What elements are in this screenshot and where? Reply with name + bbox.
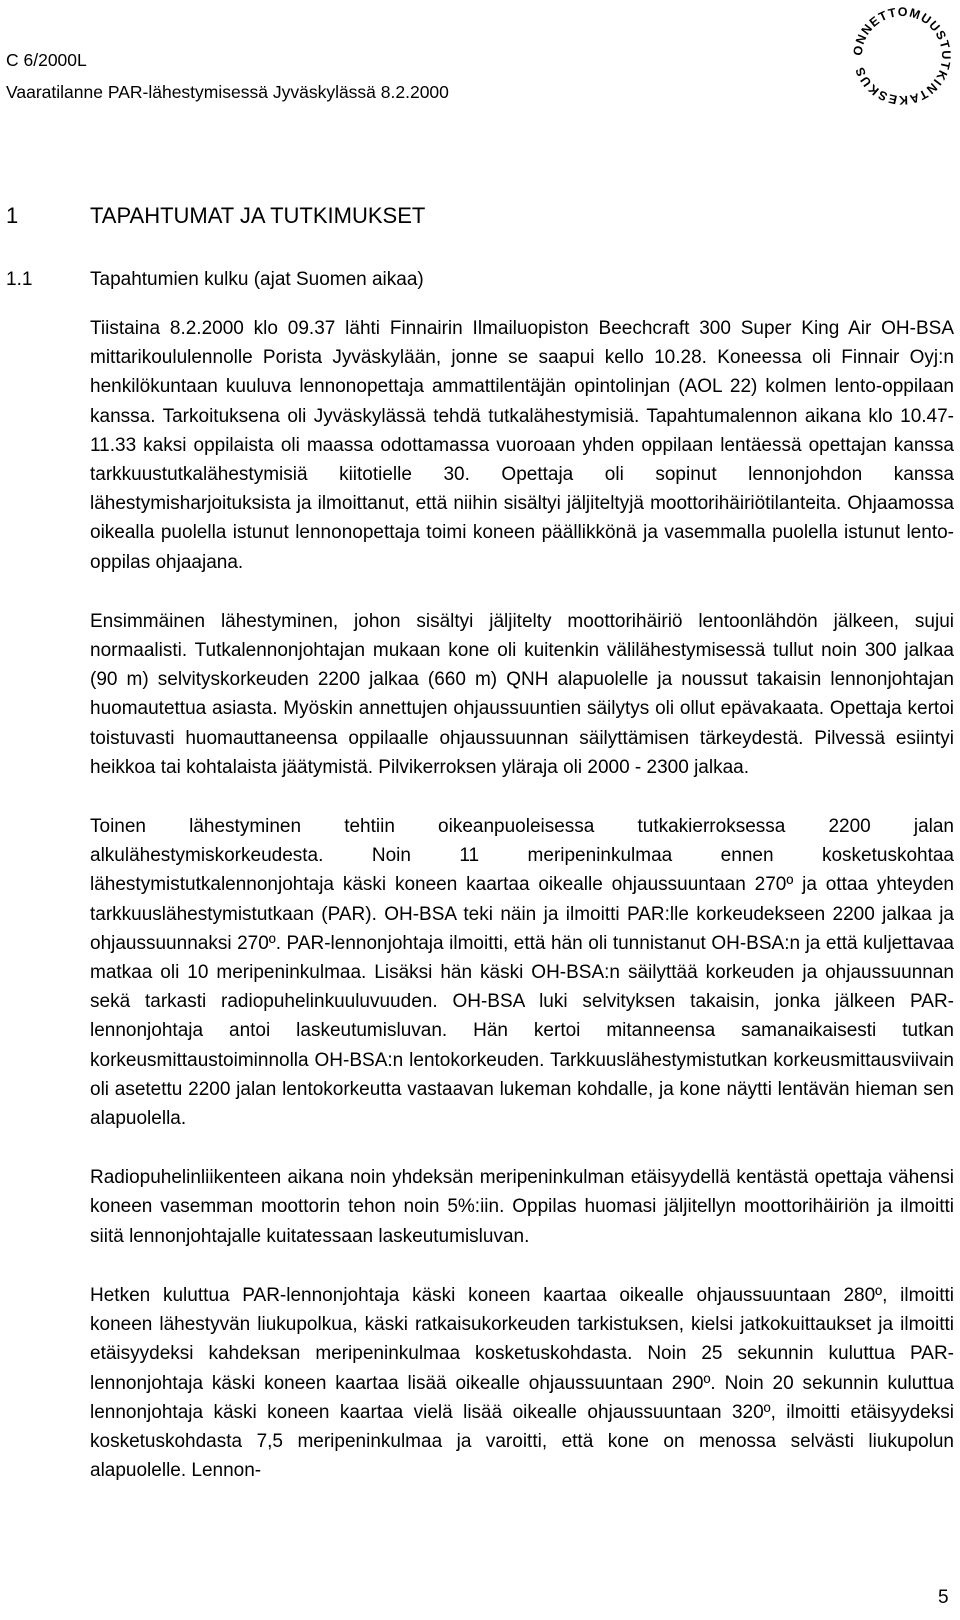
paragraph: Hetken kuluttua PAR-lennonjohtaja käski koneen kaartaa oikealle ohjaussuuntaan 280º, ilmoitti koneen lähestyvän liukupolkua, käski ratkaisukorkeuden tarkistuksen, kielsi jatkokuittaukset ja ilmoitti etäisyydeksi kahdeksan meripeninkulmaa kosketuskohdasta. Noin 25 sekunnin kuluttua PAR-lennonjohtaja käski koneen kaartaa lisää oikealle ohjaussuuntaan 290º. Noin 20 sekunnin kuluttua lennonjohtaja käski koneen kaartaa vielä lisää oikealle ohjaussuuntaan 320º, ilmoitti etäisyydeksi kosketuskohdasta 7,5 meripeninkulmaa ja varoitti, että kone on menossa selvästi liukupolun alapuolelle. Lennon- <box>90 1284 954 1482</box>
document-id: C 6/2000L <box>6 50 87 70</box>
section-title: TAPAHTUMAT JA TUTKIMUKSET <box>90 203 426 228</box>
subsection-title: Tapahtumien kulku (ajat Suomen aikaa) <box>90 269 424 290</box>
agency-seal-logo <box>850 4 954 108</box>
paragraph: Toinen lähestyminen tehtiin oikeanpuoleisessa tutkakierroksessa 2200 jalan alkulähestymiskorkeudesta. Noin 11 meripeninkulmaa ennen kosketuskohtaa lähestymistutkalennonjohtaja käski koneen kaartaa oikealle ohjaussuuntaan 270º ja ottaa yhteyden tarkkuuslähestymistutkaan (PAR). OH-BSA teki näin ja ilmoitti PAR:lle korkeudekseen 2200 jalkaa ja ohjaussuunnaksi 270º. PAR-lennonjohtaja ilmoitti, että hän oli tunnistanut OH-BSA:n ja että kuljettavaa matkaa oli 10 meripeninkulmaa. Lisäksi hän käski OH-BSA:n säilyttää korkeuden ja ohjaussuunnan sekä tarkasti radiopuhelinkuuluvuuden. OH-BSA luki selvityksen takaisin, jonka jälkeen PAR-lennonjohtaja antoi laskeutumisluvan. Hän kertoi mitanneensa samanaikaisesti tutkan korkeusmittaustoiminnolla OH-BSA:n lentokorkeuden. Tarkkuuslähestymistutkan korkeusmittausviivain oli asetettu 2200 jalan lentokorkeutta vastaavan lukeman kohdalle, ja kone näytti lentävän hieman sen alapuolella. <box>90 816 954 1130</box>
paragraph: Ensimmäinen lähestyminen, johon sisältyi jäljitelty moottorihäiriö lentoonlähdön jälkeen, sujui normaalisti. Tutkalennonjohtajan mukaan kone oli kuitenkin välilähestymisessä tullut noin 300 jalkaa (90 m) selvityskorkeuden 2200 jalkaa (660 m) QNH alapuolelle ja noussut takaisin lennonjohtajan huomautettua asiasta. Myöskin annettujen ohjaussuuntien säilytys oli ollut epävakaata. Opettaja kertoi toistuvasti huomauttaneensa oppilaalle ohjaussuunnan säilyttämisen tärkeydestä. Pilvessä esiintyi heikkoa tai kohtalaista jäätymistä. Pilvikerroksen yläraja oli 2000 - 2300 jalkaa. <box>90 610 954 778</box>
page-number: 5 <box>938 1587 949 1608</box>
section-number: 1 <box>6 203 19 228</box>
subsection-number: 1.1 <box>6 269 33 290</box>
document-title: Vaaratilanne PAR-lähestymisessä Jyväskylässä 8.2.2000 <box>6 82 449 102</box>
subsection-heading-1-1 <box>6 264 424 296</box>
svg-text:ONNETTOMUUSTUTKINTAKESKUS: ONNETTOMUUSTUTKINTAKESKUS <box>850 4 954 108</box>
page-header <box>6 0 846 108</box>
section-heading-1 <box>6 200 425 232</box>
paragraph: Tiistaina 8.2.2000 klo 09.37 lähti Finnairin Ilmailuopiston Beechcraft 300 Super King Air OH-BSA mittarikoululennolle Porista Jyväskylään, jonne se saapui kello 10.28. Koneessa oli Finnair Oyj:n henkilökuntaan kuuluva lennonopettaja ammattilentäjän opintolinjan (AOL 22) kolmen lento-oppilaan kanssa. Tarkoituksena oli Jyväskylässä tehdä tutkalähestymisiä. Tapahtumalennon aikana klo 10.47-11.33 kaksi oppilaista oli maassa odottamassa vuoroaan yhden oppilaan lentäessä opettajan kanssa tarkkuustutkalähestymisiä kiitotielle 30. Opettaja oli sopinut lennonjohdon kanssa lähestymisharjoituksista ja ilmoittanut, että niihin sisältyi jäljiteltyjä moottorihäiriötilanteita. Ohjaamossa oikealla puolella istunut lennonopettaja toimi koneen päällikkönä ja vasemmalla puolella istunut lento-oppilas ohjaajana. <box>90 318 954 573</box>
body-text <box>90 314 954 1515</box>
paragraph: Radiopuhelinliikenteen aikana noin yhdeksän meripeninkulman etäisyydellä kentästä opettaja vähensi koneen vasemman moottorin tehon noin 5%:iin. Oppilas huomasi jäljitellyn moottorihäiriön ja ilmoitti siitä lennonjohtajalle kuitatessaan laskeutumisluvan. <box>90 1167 954 1247</box>
